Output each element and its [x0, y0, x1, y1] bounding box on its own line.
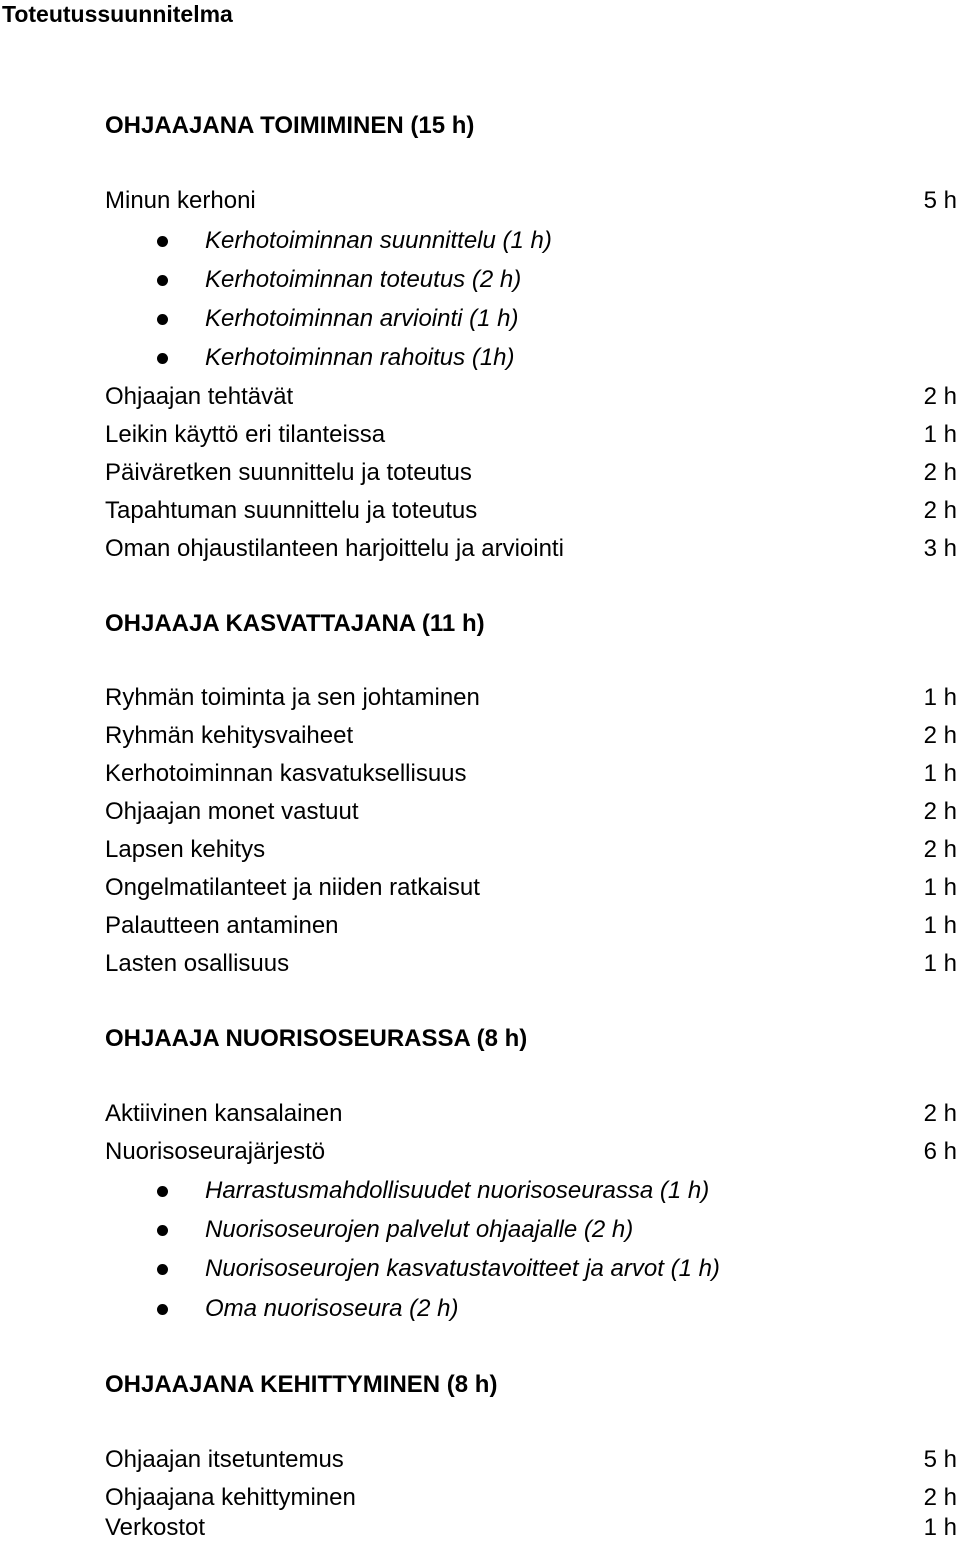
item-label: Nuorisoseurajärjestö — [105, 1138, 326, 1165]
plan-item — [0, 492, 960, 530]
item-hours: 1 h — [923, 874, 957, 901]
plan-item — [0, 182, 960, 220]
plan-item — [0, 831, 960, 869]
item-hours: 2 h — [923, 836, 957, 863]
item-label: Ryhmän kehitysvaiheet — [105, 722, 354, 749]
item-label: Lapsen kehitys — [105, 836, 266, 863]
item-label: Ohjaajan tehtävät — [105, 383, 294, 410]
plan-item — [0, 945, 960, 983]
item-hours: 1 h — [923, 760, 957, 787]
item-hours: 2 h — [923, 1100, 957, 1127]
bullet-item — [0, 261, 960, 299]
plan-item — [0, 1133, 960, 1171]
plan-item — [0, 793, 960, 831]
item-label: Tapahtuman suunnittelu ja toteutus — [105, 497, 478, 524]
item-label: Ohjaajan monet vastuut — [105, 798, 359, 825]
bullet-icon — [157, 236, 168, 247]
item-hours: 2 h — [923, 459, 957, 486]
item-hours: 6 h — [923, 1138, 957, 1165]
item-hours: 1 h — [923, 950, 957, 977]
item-hours: 3 h — [923, 535, 957, 562]
item-label: Palautteen antaminen — [105, 912, 339, 939]
section-heading — [0, 605, 960, 643]
bullet-label: Nuorisoseurojen kasvatustavoitteet ja arvot (1 h) — [205, 1255, 720, 1282]
bullet-label: Kerhotoiminnan suunnittelu (1 h) — [205, 227, 552, 254]
item-hours: 1 h — [923, 1514, 957, 1541]
section-heading-text: OHJAAJANA KEHITTYMINEN (8 h) — [105, 1371, 498, 1398]
bullet-label: Kerhotoiminnan toteutus (2 h) — [205, 266, 522, 293]
plan-item — [0, 1441, 960, 1479]
bullet-icon — [157, 353, 168, 364]
bullet-item — [0, 222, 960, 260]
bullet-item — [0, 1290, 960, 1328]
section-heading-text: OHJAAJANA TOIMIMINEN (15 h) — [105, 112, 475, 139]
item-label: Aktiivinen kansalainen — [105, 1100, 343, 1127]
bullet-icon — [157, 1186, 168, 1197]
bullet-icon — [157, 1264, 168, 1275]
item-label: Lasten osallisuus — [105, 950, 290, 977]
document-title: Toteutussuunnitelma — [2, 1, 233, 27]
item-hours: 5 h — [923, 1446, 957, 1473]
item-hours: 2 h — [923, 383, 957, 410]
bullet-item — [0, 300, 960, 338]
plan-item — [0, 869, 960, 907]
item-label: Leikin käyttö eri tilanteissa — [105, 421, 386, 448]
bullet-icon — [157, 275, 168, 286]
plan-item — [0, 416, 960, 454]
plan-item — [0, 679, 960, 717]
item-label: Ohjaajana kehittyminen — [105, 1484, 356, 1511]
plan-item — [0, 1509, 960, 1547]
bullet-icon — [157, 314, 168, 325]
plan-item — [0, 755, 960, 793]
section-heading — [0, 1020, 960, 1058]
section-heading — [0, 1366, 960, 1404]
bullet-item — [0, 1211, 960, 1249]
bullet-label: Nuorisoseurojen palvelut ohjaajalle (2 h) — [205, 1216, 634, 1243]
plan-item — [0, 530, 960, 568]
item-label: Oman ohjaustilanteen harjoittelu ja arviointi — [105, 535, 564, 562]
item-label: Minun kerhoni — [105, 187, 256, 214]
item-hours: 2 h — [923, 722, 957, 749]
item-hours: 2 h — [923, 798, 957, 825]
plan-item — [0, 378, 960, 416]
section-heading-text: OHJAAJA NUORISOSEURASSA (8 h) — [105, 1025, 528, 1052]
item-hours: 1 h — [923, 684, 957, 711]
plan-item — [0, 1095, 960, 1133]
item-label: Ongelmatilanteet ja niiden ratkaisut — [105, 874, 480, 901]
bullet-item — [0, 339, 960, 377]
item-label: Verkostot — [105, 1514, 206, 1541]
plan-item — [0, 907, 960, 945]
item-label: Ryhmän toiminta ja sen johtaminen — [105, 684, 480, 711]
bullet-icon — [157, 1304, 168, 1315]
plan-item — [0, 717, 960, 755]
item-label: Ohjaajan itsetuntemus — [105, 1446, 344, 1473]
bullet-item — [0, 1172, 960, 1210]
section-heading — [0, 107, 960, 145]
item-hours: 1 h — [923, 912, 957, 939]
bullet-icon — [157, 1225, 168, 1236]
item-label: Kerhotoiminnan kasvatuksellisuus — [105, 760, 467, 787]
bullet-label: Oma nuorisoseura (2 h) — [205, 1295, 459, 1322]
item-hours: 1 h — [923, 421, 957, 448]
item-label: Päiväretken suunnittelu ja toteutus — [105, 459, 472, 486]
bullet-label: Kerhotoiminnan arviointi (1 h) — [205, 305, 519, 332]
bullet-label: Kerhotoiminnan rahoitus (1h) — [205, 344, 515, 371]
item-hours: 2 h — [923, 497, 957, 524]
bullet-label: Harrastusmahdollisuudet nuorisoseurassa (1 h) — [205, 1177, 710, 1204]
plan-item — [0, 454, 960, 492]
bullet-item — [0, 1250, 960, 1288]
item-hours: 5 h — [923, 187, 957, 214]
item-hours: 2 h — [923, 1484, 957, 1511]
section-heading-text: OHJAAJA KASVATTAJANA (11 h) — [105, 610, 485, 637]
